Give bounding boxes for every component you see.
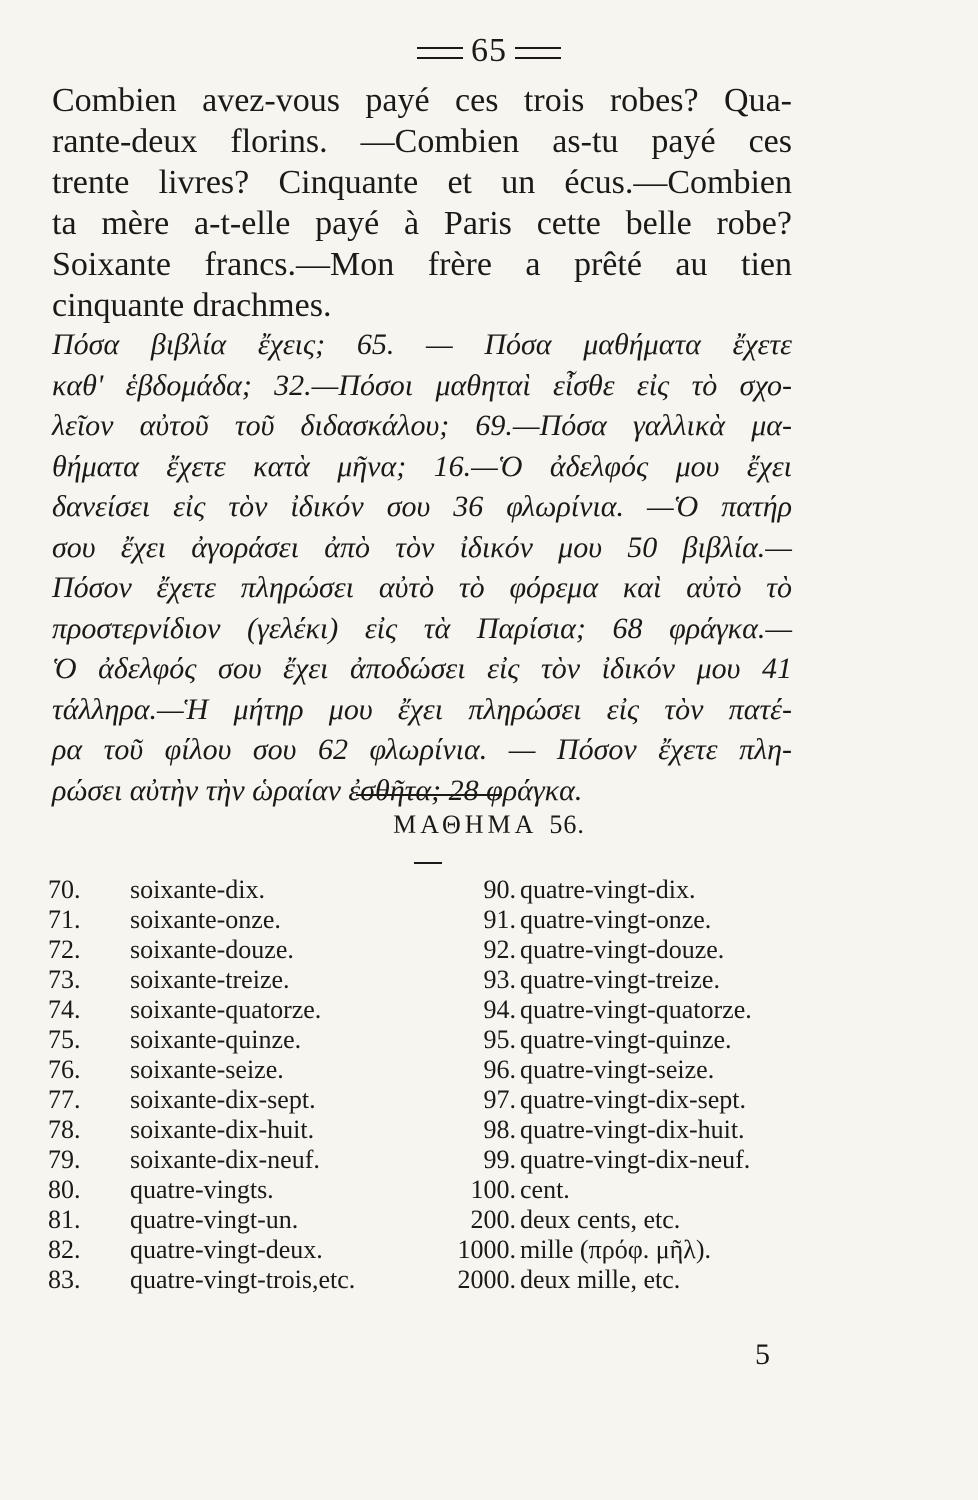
number-row <box>48 1235 818 1265</box>
text-line: rante-deux florins. —Combien as-tu payé ces <box>52 123 792 160</box>
number-row <box>48 875 818 905</box>
text-line: cinquante drachmes. <box>52 287 332 324</box>
text-line: Soixante francs.—Mon frère a prêté au tien <box>52 246 792 283</box>
french-paragraph <box>52 80 792 326</box>
left-numeral: 77. <box>48 1085 81 1114</box>
lesson-title: ΜΑΘΗΜΑ <box>393 810 538 839</box>
number-row <box>48 1115 818 1145</box>
text-line: ρώσει αὐτὴν τὴν ὡραίαν ἐσθῆτα; 28 φράγκα. <box>52 773 583 807</box>
right-numeral: 96. <box>483 1055 516 1084</box>
number-row <box>48 1205 818 1235</box>
right-word: quatre-vingt-quinze. <box>520 1025 732 1054</box>
lesson-number: 56. <box>549 810 585 839</box>
text-line: θήματα ἔχετε κατὰ μῆνα; 16.—Ὁ ἀδελφός μου ἔχει <box>52 449 792 483</box>
right-numeral: 98. <box>483 1115 516 1144</box>
right-word: deux cents, etc. <box>520 1205 681 1234</box>
left-numeral: 80. <box>48 1175 81 1204</box>
left-word: soixante-seize. <box>130 1055 284 1084</box>
right-word: quatre-vingt-dix-sept. <box>520 1085 746 1114</box>
number-row <box>48 965 818 995</box>
greek-paragraph <box>52 325 792 811</box>
left-numeral: 71. <box>48 905 81 934</box>
left-word: soixante-dix-sept. <box>130 1085 316 1114</box>
right-word: deux mille, etc. <box>520 1265 681 1294</box>
left-numeral: 76. <box>48 1055 81 1084</box>
text-line: καθ' ἑβδομάδα; 32.—Πόσοι μαθηταὶ εἶσθε εἰς τὸ σχο- <box>52 368 792 402</box>
left-word: quatre-vingts. <box>130 1175 274 1204</box>
right-word: quatre-vingt-douze. <box>520 935 725 964</box>
left-word: quatre-vingt-deux. <box>130 1235 323 1264</box>
text-line: Combien avez-vous payé ces trois robes? Qua- <box>52 82 792 119</box>
text-line: Πόσον ἔχετε πληρώσει αὐτὸ τὸ φόρεμα καὶ αὐτὸ τὸ <box>52 571 792 604</box>
right-numeral: 97. <box>483 1085 516 1114</box>
header-rule-left <box>417 47 463 59</box>
left-word: soixante-dix-neuf. <box>130 1145 320 1174</box>
left-numeral: 78. <box>48 1115 81 1144</box>
left-word: soixante-douze. <box>130 935 294 964</box>
page-number-header <box>0 32 978 70</box>
number-row <box>48 1175 818 1205</box>
numbers-list <box>48 875 818 1295</box>
left-word: soixante-treize. <box>130 965 290 994</box>
left-word: soixante-dix. <box>130 875 266 904</box>
text-line: σου ἔχει ἀγοράσει ἀπὸ τὸν ἰδικόν μου 50 βιβλία.— <box>52 530 792 564</box>
left-numeral: 79. <box>48 1145 81 1174</box>
left-numeral: 82. <box>48 1235 81 1264</box>
lesson-heading <box>0 810 978 840</box>
right-numeral: 2000. <box>457 1265 516 1294</box>
left-word: quatre-vingt-un. <box>130 1205 299 1234</box>
right-numeral: 92. <box>483 935 516 964</box>
left-word: quatre-vingt-trois,etc. <box>130 1265 356 1294</box>
heading-underline <box>414 862 442 864</box>
left-numeral: 83. <box>48 1265 81 1294</box>
right-numeral: 94. <box>483 995 516 1024</box>
number-row <box>48 1085 818 1115</box>
text-line: ta mère a-t-elle payé à Paris cette belle robe? <box>52 205 792 242</box>
right-numeral: 90. <box>483 875 516 904</box>
right-numeral: 1000. <box>457 1235 516 1264</box>
text-line: λεῖον αὐτοῦ τοῦ διδασκάλου; 69.—Πόσα γαλλικὰ μα- <box>52 409 792 442</box>
left-word: soixante-dix-huit. <box>130 1115 315 1144</box>
right-word: cent. <box>520 1175 570 1204</box>
left-word: soixante-quatorze. <box>130 995 322 1024</box>
number-row <box>48 905 818 935</box>
right-numeral: 99. <box>483 1145 516 1174</box>
left-numeral: 72. <box>48 935 81 964</box>
number-row <box>48 935 818 965</box>
text-line: Πόσα βιβλία ἔχεις; 65. — Πόσα μαθήματα ἔχετε <box>52 328 792 361</box>
text-line: ρα τοῦ φίλου σου 62 φλωρίνια. — Πόσον ἔχετε πλη- <box>52 733 792 766</box>
right-word: mille (πρόφ. μῆλ). <box>520 1235 712 1264</box>
right-word: quatre-vingt-onze. <box>520 905 712 934</box>
right-word: quatre-vingt-quatorze. <box>520 995 752 1024</box>
left-numeral: 75. <box>48 1025 81 1054</box>
number-row <box>48 1025 818 1055</box>
page-number: 65 <box>471 32 507 69</box>
section-divider <box>356 794 502 796</box>
text-line: δανείσει εἰς τὸν ἰδικόν σου 36 φλωρίνια. —Ὁ πατήρ <box>52 490 792 523</box>
left-word: soixante-quinze. <box>130 1025 302 1054</box>
right-word: quatre-vingt-dix-neuf. <box>520 1145 751 1174</box>
right-word: quatre-vingt-treize. <box>520 965 720 994</box>
header-rule-right <box>515 47 561 59</box>
text-line: τάλληρα.—Ἡ μήτηρ μου ἔχει πληρώσει εἰς τὸν πατέ- <box>52 692 792 726</box>
number-row <box>48 995 818 1025</box>
signature-mark: 5 <box>755 1338 770 1371</box>
right-numeral: 91. <box>483 905 516 934</box>
right-word: quatre-vingt-dix. <box>520 875 696 904</box>
text-line: προστερνίδιον (γελέκι) εἰς τὰ Παρίσια; 68 φράγκα.— <box>52 611 792 645</box>
right-word: quatre-vingt-dix-huit. <box>520 1115 745 1144</box>
left-numeral: 81. <box>48 1205 81 1234</box>
right-numeral: 200. <box>470 1205 516 1234</box>
text-line: Ὁ ἀδελφός σου ἔχει ἀποδώσει εἰς τὸν ἰδικόν μου 41 <box>52 652 792 685</box>
right-numeral: 100. <box>470 1175 516 1204</box>
number-row <box>48 1055 818 1085</box>
right-numeral: 93. <box>483 965 516 994</box>
right-numeral: 95. <box>483 1025 516 1054</box>
number-row <box>48 1265 818 1295</box>
text-line: trente livres? Cinquante et un écus.—Combien <box>52 164 792 201</box>
left-numeral: 73. <box>48 965 81 994</box>
left-numeral: 74. <box>48 995 81 1024</box>
right-word: quatre-vingt-seize. <box>520 1055 715 1084</box>
left-word: soixante-onze. <box>130 905 281 934</box>
number-row <box>48 1145 818 1175</box>
left-numeral: 70. <box>48 875 81 904</box>
